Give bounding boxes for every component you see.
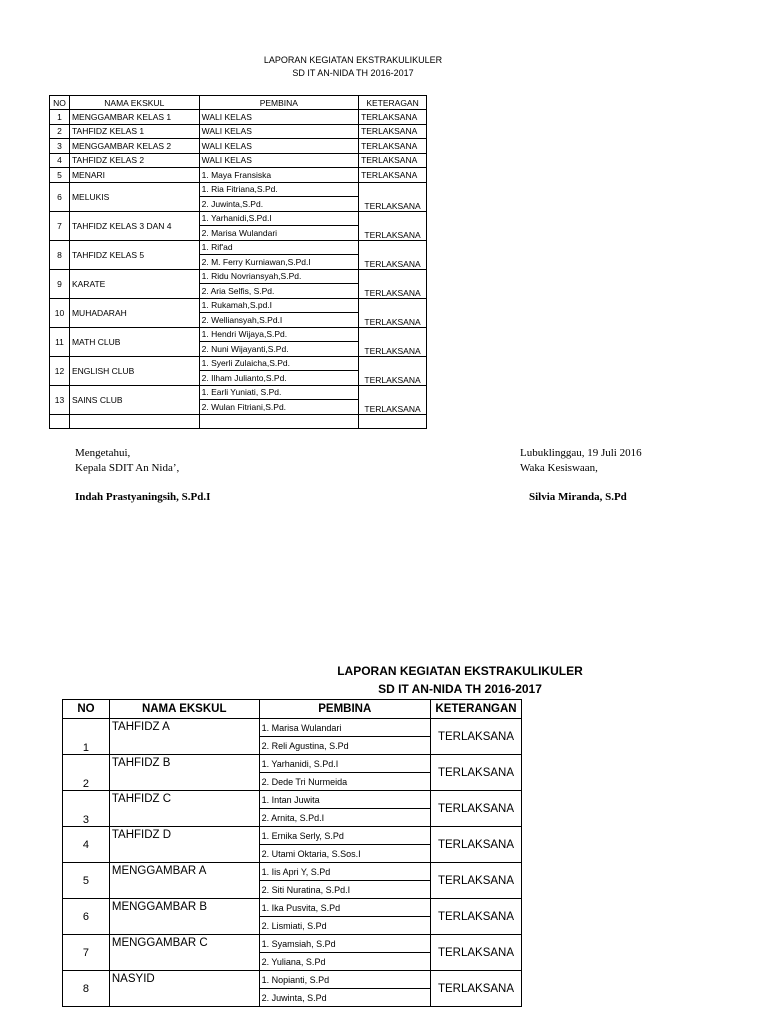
row-no: 1	[50, 110, 70, 125]
row-nama-ekskul: MENGGAMBAR A	[109, 863, 259, 899]
row-pembina: WALI KELAS	[199, 153, 358, 168]
table-row	[50, 327, 427, 342]
row-keterangan: TERLAKSANA	[359, 298, 427, 327]
row-nama-ekskul: MENGGAMBAR KELAS 2	[69, 139, 199, 154]
signature-right-name	[520, 491, 642, 503]
signature-left	[75, 446, 210, 503]
row-nama-ekskul: MENARI	[69, 168, 199, 183]
row-pembina-2: 2. Juwinta,S.Pd.	[199, 197, 358, 212]
row-no: 2	[50, 124, 70, 139]
row-no: 1	[63, 719, 110, 755]
table-row	[63, 719, 522, 737]
empty-cell	[359, 414, 427, 429]
row-pembina-1: 1. Marisa Wulandari	[259, 719, 430, 737]
row-keterangan: TERLAKSANA	[359, 385, 427, 414]
row-pembina-2: 2. M. Ferry Kurniawan,S.Pd.I	[199, 255, 358, 270]
table-row	[50, 356, 427, 371]
row-no: 3	[50, 139, 70, 154]
row-no: 4	[50, 153, 70, 168]
row-pembina-1: 1. Syerli Zulaicha,S.Pd.	[199, 356, 358, 371]
row-pembina-2: 2. Ilham Julianto,S.Pd.	[199, 371, 358, 386]
row-pembina-2: 2. Yuliana, S.Pd	[259, 953, 430, 971]
row-nama-ekskul: ENGLISH CLUB	[69, 356, 199, 385]
row-pembina-1: 1. Iis Apri Y, S.Pd	[259, 863, 430, 881]
report2-table	[62, 699, 522, 1007]
report1-title-line2: SD IT AN-NIDA TH 2016-2017	[292, 68, 414, 78]
header-nama-ekskul: NAMA EKSKUL	[69, 96, 199, 110]
row-no: 10	[50, 298, 70, 327]
row-pembina-1: 1. Ika Pusvita, S.Pd	[259, 899, 430, 917]
table-row	[50, 124, 427, 139]
row-keterangan: TERLAKSANA	[431, 971, 522, 1007]
row-pembina-1: 1. Hendri Wijaya,S.Pd.	[199, 327, 358, 342]
signature-right	[520, 446, 642, 503]
row-nama-ekskul: TAHFIDZ KELAS 2	[69, 153, 199, 168]
row-no: 7	[50, 211, 70, 240]
row-no: 3	[63, 791, 110, 827]
row-nama-ekskul: MATH CLUB	[69, 327, 199, 356]
signature-left-name-text: Indah Prastyaningsih, S.Pd.I	[75, 491, 211, 503]
table-row	[63, 935, 522, 953]
row-nama-ekskul: KARATE	[69, 269, 199, 298]
table-row	[50, 139, 427, 154]
row-pembina-2: 2. Wulan Fitriani,S.Pd.	[199, 400, 358, 415]
row-pembina-1: 1. Yarhanidi,S.Pd.I	[199, 211, 358, 226]
report2-title	[180, 662, 740, 698]
row-no: 13	[50, 385, 70, 414]
row-no: 7	[63, 935, 110, 971]
row-nama-ekskul: TAHFIDZ KELAS 1	[69, 124, 199, 139]
row-no: 6	[63, 899, 110, 935]
row-no: 9	[50, 269, 70, 298]
row-keterangan: TERLAKSANA	[431, 863, 522, 899]
row-pembina-2: 2. Welliansyah,S.Pd.I	[199, 313, 358, 328]
report1-table	[49, 95, 427, 429]
row-pembina: WALI KELAS	[199, 124, 358, 139]
table-row-empty	[50, 414, 427, 429]
row-nama-ekskul: MENGGAMBAR C	[109, 935, 259, 971]
signature-left-name	[75, 491, 210, 503]
row-keterangan: TERLAKSANA	[359, 153, 427, 168]
row-nama-ekskul: MENGGAMBAR B	[109, 899, 259, 935]
row-no: 5	[63, 863, 110, 899]
row-nama-ekskul: MELUKIS	[69, 182, 199, 211]
row-pembina-2: 2. Nuni Wijayanti,S.Pd.	[199, 342, 358, 357]
empty-cell	[69, 414, 199, 429]
row-pembina-1: 1. Ernika Serly, S.Pd	[259, 827, 430, 845]
table-row	[50, 240, 427, 255]
table-row	[50, 385, 427, 400]
row-keterangan: TERLAKSANA	[359, 139, 427, 154]
row-pembina-1: 1. Rif'ad	[199, 240, 358, 255]
row-pembina-1: 1. Earli Yuniati, S.Pd.	[199, 385, 358, 400]
row-nama-ekskul: TAHFIDZ D	[109, 827, 259, 863]
header-no: NO	[63, 700, 110, 719]
row-no: 6	[50, 182, 70, 211]
signature-right-line2: Waka Kesiswaan,	[520, 462, 598, 474]
row-pembina-2: 2. Lismiati, S.Pd	[259, 917, 430, 935]
table-header-row	[50, 96, 427, 110]
row-pembina: WALI KELAS	[199, 110, 358, 125]
table-row	[50, 168, 427, 183]
row-keterangan: TERLAKSANA	[359, 356, 427, 385]
row-keterangan: TERLAKSANA	[431, 899, 522, 935]
report1-title	[0, 54, 706, 80]
signature-left-line2: Kepala SDIT An Nida’,	[75, 462, 180, 474]
header-nama-ekskul: NAMA EKSKUL	[109, 700, 259, 719]
row-no: 11	[50, 327, 70, 356]
row-pembina-1: 1. Nopianti, S.Pd	[259, 971, 430, 989]
row-no: 12	[50, 356, 70, 385]
table-row	[63, 863, 522, 881]
row-pembina-2: 2. Utami Oktaria, S.Sos.I	[259, 845, 430, 863]
row-no: 4	[63, 827, 110, 863]
header-keterangan: KETERAGAN	[359, 96, 427, 110]
table-row	[50, 182, 427, 197]
row-pembina: 1. Maya Fransiska	[199, 168, 358, 183]
row-keterangan: TERLAKSANA	[431, 935, 522, 971]
table-row	[50, 298, 427, 313]
signature-right-line1: Lubuklinggau, 19 Juli 2016	[520, 447, 642, 459]
row-pembina-2: 2. Arnita, S.Pd.I	[259, 809, 430, 827]
row-keterangan: TERLAKSANA	[359, 110, 427, 125]
table-row	[50, 153, 427, 168]
row-keterangan: TERLAKSANA	[359, 182, 427, 211]
empty-cell	[199, 414, 358, 429]
row-pembina-1: 1. Intan Juwita	[259, 791, 430, 809]
row-nama-ekskul: TAHFIDZ A	[109, 719, 259, 755]
row-nama-ekskul: TAHFIDZ C	[109, 791, 259, 827]
row-keterangan: TERLAKSANA	[359, 211, 427, 240]
row-nama-ekskul: MENGGAMBAR KELAS 1	[69, 110, 199, 125]
row-pembina: WALI KELAS	[199, 139, 358, 154]
row-nama-ekskul: NASYID	[109, 971, 259, 1007]
row-pembina-1: 1. Ridu Novriansyah,S.Pd.	[199, 269, 358, 284]
row-keterangan: TERLAKSANA	[359, 269, 427, 298]
row-no: 8	[63, 971, 110, 1007]
row-nama-ekskul: MUHADARAH	[69, 298, 199, 327]
row-pembina-1: 1. Yarhanidi, S.Pd.I	[259, 755, 430, 773]
empty-cell	[50, 414, 70, 429]
row-keterangan: TERLAKSANA	[431, 719, 522, 755]
row-no: 8	[50, 240, 70, 269]
row-pembina-1: 1. Rukamah,S.pd.I	[199, 298, 358, 313]
row-pembina-2: 2. Juwinta, S.Pd	[259, 989, 430, 1007]
row-no: 2	[63, 755, 110, 791]
row-pembina-1: 1. Ria Fitriana,S.Pd.	[199, 182, 358, 197]
table-row	[63, 755, 522, 773]
row-pembina-2: 2. Siti Nuratina, S.Pd.I	[259, 881, 430, 899]
row-nama-ekskul: TAHFIDZ KELAS 3 DAN 4	[69, 211, 199, 240]
signature-left-line1: Mengetahui,	[75, 447, 131, 459]
row-keterangan: TERLAKSANA	[431, 791, 522, 827]
row-pembina-1: 1. Syamsiah, S.Pd	[259, 935, 430, 953]
header-no: NO	[50, 96, 70, 110]
row-pembina-2: 2. Reli Agustina, S.Pd	[259, 737, 430, 755]
table-header-row	[63, 700, 522, 719]
row-keterangan: TERLAKSANA	[359, 168, 427, 183]
table-row	[50, 110, 427, 125]
report1-title-line1: LAPORAN KEGIATAN EKSTRAKULIKULER	[263, 55, 443, 65]
row-keterangan: TERLAKSANA	[359, 124, 427, 139]
row-nama-ekskul: SAINS CLUB	[69, 385, 199, 414]
row-no: 5	[50, 168, 70, 183]
table-row	[50, 269, 427, 284]
row-keterangan: TERLAKSANA	[359, 240, 427, 269]
table-row	[63, 899, 522, 917]
table-row	[63, 971, 522, 989]
row-pembina-2: 2. Marisa Wulandari	[199, 226, 358, 241]
table-row	[50, 211, 427, 226]
row-pembina-2: 2. Dede Tri Nurmeida	[259, 773, 430, 791]
report2-title-line1: LAPORAN KEGIATAN EKSTRAKULIKULER	[337, 664, 583, 678]
table-row	[63, 827, 522, 845]
report2-title-line2: SD IT AN-NIDA TH 2016-2017	[378, 682, 542, 696]
header-keterangan: KETERANGAN	[431, 700, 522, 719]
row-keterangan: TERLAKSANA	[431, 755, 522, 791]
row-keterangan: TERLAKSANA	[359, 327, 427, 356]
row-pembina-2: 2. Aria Selfis, S.Pd.	[199, 284, 358, 299]
header-pembina: PEMBINA	[259, 700, 430, 719]
table-row	[63, 791, 522, 809]
row-keterangan: TERLAKSANA	[431, 827, 522, 863]
header-pembina: PEMBINA	[199, 96, 358, 110]
row-nama-ekskul: TAHFIDZ KELAS 5	[69, 240, 199, 269]
row-nama-ekskul: TAHFIDZ B	[109, 755, 259, 791]
signature-right-name-text: Silvia Miranda, S.Pd	[529, 491, 627, 503]
